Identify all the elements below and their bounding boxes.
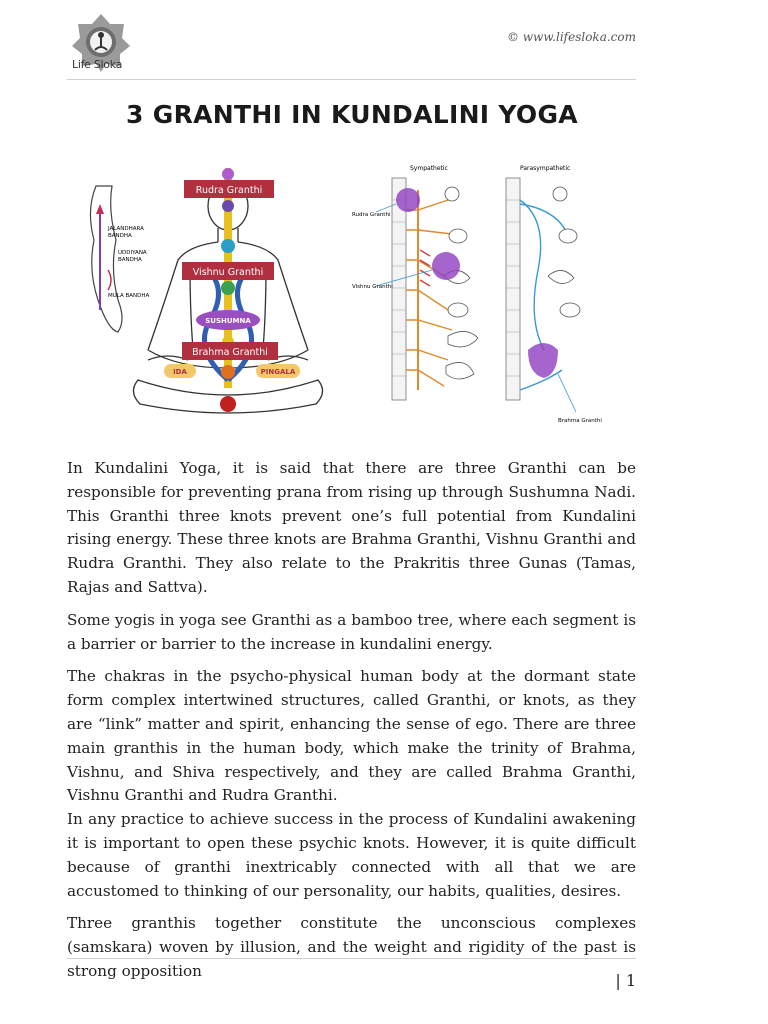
vishnu-highlight xyxy=(432,252,460,280)
vishnu-granthi-label: Vishnu Granthi xyxy=(192,267,264,278)
footer-divider xyxy=(67,958,636,959)
logo-text: Life Sloka xyxy=(72,58,123,71)
paragraph: In any practice to achieve success in the process of Kundalini awakening it is important to open these psychic knots. However, it is quite difficult because of granthi inextricably connected with all that we are accustomed to thinking of our personality, our habits, qualities, desires. xyxy=(67,810,636,900)
pingala-label: PINGALA xyxy=(260,368,296,376)
uddiyana-label: UDDIYANA xyxy=(118,250,147,256)
uddiyana-label-2: BANDHA xyxy=(118,257,142,263)
autonomic-nervous-system-figure xyxy=(348,160,602,428)
rudra-granthi-label: Rudra Granthi xyxy=(195,185,263,196)
parasympathetic-header: Parasympathetic xyxy=(520,165,571,172)
right-rudra-label: Rudra Granthi xyxy=(352,212,391,218)
sympathetic-header: Sympathetic xyxy=(410,165,448,172)
bandha-inset xyxy=(90,186,149,332)
sushumna-label: SUSHUMNA xyxy=(205,317,251,325)
chakra-points xyxy=(220,168,236,412)
paragraph: Some yogis in yoga see Granthi as a bamboo tree, where each segment is a barrier or barrier to the increase in kundalini energy. xyxy=(67,610,636,653)
mula-bandha-label: MULA BANDHA xyxy=(108,293,150,299)
right-brahma-label: Brahma Granthi xyxy=(558,418,602,424)
brahma-granthi-label: Brahma Granthi xyxy=(192,347,268,358)
brahma-highlight xyxy=(528,343,558,378)
ida-label: IDA xyxy=(173,368,187,376)
right-vishnu-label: Vishnu Granthi xyxy=(352,284,393,290)
meditator-granthi-figure xyxy=(78,160,350,424)
paragraph: The chakras in the psycho-physical human body at the dormant state form complex intertwined structures, called Granthi, or knots, as they are “link” matter and spirit, enhancing the sense of ego. There are three main granthis in the human body, which make the trinity of Brahma, Vishnu, and Shiva respectively, and they are called Brahma Granthi, Vishnu Granthi and Rudra Granthi. xyxy=(67,667,636,805)
paragraph: Three granthis together constitute the unconscious complexes (samskara) woven by illusion, and the weight and rigidity of the past is strong opposition xyxy=(67,914,636,980)
article-body xyxy=(67,457,636,993)
site-url: © www.lifesloka.com xyxy=(506,30,636,44)
paragraph: In Kundalini Yoga, it is said that there are three Granthi can be responsible for preventing prana from rising up through Sushumna Nadi. This Granthi three knots prevent one’s full potential from Kundalini rising energy. These three knots are Brahma Granthi, Vishnu Granthi and Rudra Granthi. They also relate to the Prakritis three Gunas (Tamas, Rajas and Sattva). xyxy=(67,459,636,596)
jalandhara-label-2: BANDHA xyxy=(108,233,132,239)
jalandhara-label: JALANDHARA xyxy=(108,226,144,232)
page-title: 3 GRANTHI IN KUNDALINI YOGA xyxy=(126,100,578,129)
page-number: | 1 xyxy=(615,971,636,990)
rudra-highlight xyxy=(396,188,420,212)
header-divider xyxy=(67,79,636,80)
